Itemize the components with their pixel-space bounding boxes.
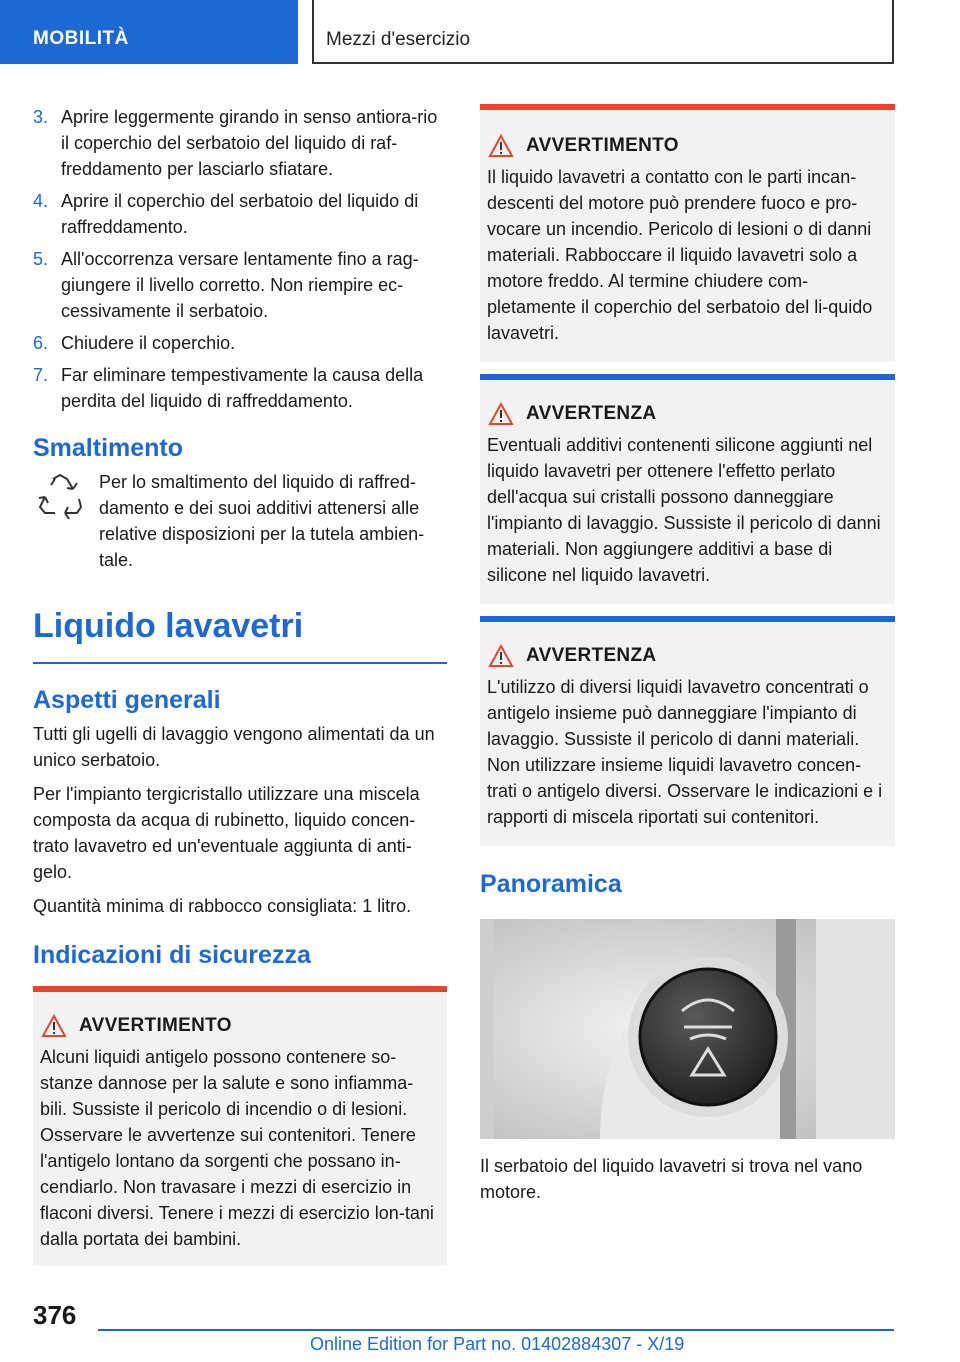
step-number: 5. <box>33 249 49 269</box>
left-column <box>33 104 447 1266</box>
chapter-label: Mezzi d'esercizio <box>326 29 471 50</box>
warning-triangle-icon <box>488 134 514 158</box>
overview-caption: Il serbatoio del liquido lavavetri si trova nel vano motore. <box>480 1156 863 1202</box>
warning-title <box>33 1012 447 1040</box>
general-heading: Aspetti generali <box>33 686 221 714</box>
warning-triangle-icon <box>488 644 514 668</box>
warning-triangle-icon <box>488 402 514 426</box>
section-label: MOBILITÀ <box>33 28 129 49</box>
edition-footer: Online Edition for Part no. 01402884307 - X/19 <box>310 1334 685 1354</box>
washer-reservoir-photo <box>480 919 895 1139</box>
title-divider <box>33 662 447 664</box>
page-number: 376 <box>33 1300 77 1330</box>
notice-title-text: AVVERTENZA <box>526 403 657 424</box>
safety-heading: Indicazioni di sicurezza <box>33 941 311 969</box>
list-item <box>33 104 447 182</box>
warning-box <box>480 104 895 362</box>
disposal-text: Per lo smaltimento del liquido di raffred-damento e dei suoi additivi attenersi alle relative disposizioni per la tutela ambien-tale. <box>99 472 425 570</box>
warning-triangle-icon <box>41 1014 67 1038</box>
notice-title-text: AVVERTENZA <box>526 645 657 666</box>
notice-body: Eventuali additivi contenenti silicone aggiunti nel liquido lavavetri per ottenere l'effetto perlato dell'acqua sui cristalli possono danneggiare l'impianto di lavaggio. Sussiste il pericolo di danni materiali. Non aggiungere additivi a base di silicone nel liquido lavavetri. <box>487 435 881 585</box>
step-text: All'occorrenza versare lentamente fino a rag-giungere il livello corretto. Non riempire ec-cessivamente il serbatoio. <box>61 249 419 321</box>
notice-box <box>480 616 895 846</box>
warning-body: Il liquido lavavetri a contatto con le parti incan-descenti del motore può prendere fuoco e pro-vocare un incendio. Pericolo di lesioni o di danni materiali. Rabboccare il liquido lavavetri solo a motore freddo. Al termine chiudere com-pletamente il coperchio del serbatoio del li-quido lavavetri. <box>487 167 873 343</box>
step-number: 6. <box>33 333 49 353</box>
recycle-icon <box>33 471 87 525</box>
list-item <box>33 246 447 324</box>
step-number: 4. <box>33 191 49 211</box>
notice-bar <box>480 616 895 622</box>
warning-bar <box>480 104 895 110</box>
list-item <box>33 362 447 414</box>
disposal-heading: Smaltimento <box>33 434 184 462</box>
section-tab[interactable] <box>0 0 298 64</box>
notice-title <box>480 642 895 670</box>
right-column <box>480 104 895 1213</box>
step-text: Aprire il coperchio del serbatoio del liquido di raffreddamento. <box>61 191 419 237</box>
overview-heading: Panoramica <box>480 870 622 898</box>
warning-title-text: AVVERTIMENTO <box>79 1015 232 1036</box>
chapter-tab[interactable] <box>312 0 894 64</box>
general-text-2: Per l'impianto tergicristallo utilizzare una miscela composta da acqua di rubinetto, liquido concen-trato lavavetro ed un'eventuale aggiunta di anti-gelo. <box>33 784 420 882</box>
notice-body: L'utilizzo di diversi liquidi lavavetro concentrati o antigelo insieme può danneggiare l'impianto di lavaggio. Sussiste il pericolo di danni materiali. Non utilizzare insieme liquidi lavavetro concen-trati o antigelo diversi. Osservare le indicazioni e i rapporti di miscela riportati sui contenitori. <box>487 677 883 827</box>
step-text: Far eliminare tempestivamente la causa della perdita del liquido di raffreddamento. <box>61 365 424 411</box>
disposal-block <box>33 469 447 573</box>
notice-bar <box>480 374 895 380</box>
list-item <box>33 188 447 240</box>
warning-title <box>480 132 895 160</box>
washer-cap-image <box>480 919 895 1139</box>
warning-box <box>33 986 447 1266</box>
warning-body: Alcuni liquidi antigelo possono contenere so-stanze dannose per la salute e sono infiamma-bili. Sussiste il pericolo di incendio o di lesioni. Osservare le avvertenze sui contenitori. Tenere l'antigelo lontano da sorgenti che possano in-cendiarlo. Non travasare i mezzi di esercizio in flaconi diversi. Tenere i mezzi di esercizio lon-tani dalla portata dei bambini. <box>40 1047 434 1249</box>
footer-divider <box>98 1329 894 1331</box>
section-title: Liquido lavavetri <box>33 607 304 645</box>
step-list <box>33 104 447 414</box>
step-number: 3. <box>33 107 49 127</box>
general-text-1: Tutti gli ugelli di lavaggio vengono alimentati da un unico serbatoio. <box>33 724 435 770</box>
general-text-3: Quantità minima di rabbocco consigliata: 1 litro. <box>33 896 412 916</box>
notice-title <box>480 400 895 428</box>
step-text: Aprire leggermente girando in senso antiora-rio il coperchio del serbatoio del liquido di raf-freddamento per lasciarlo sfiatare. <box>61 107 438 179</box>
warning-title-text: AVVERTIMENTO <box>526 135 679 156</box>
step-text: Chiudere il coperchio. <box>61 333 236 353</box>
warning-bar <box>33 986 447 992</box>
list-item <box>33 330 447 356</box>
step-number: 7. <box>33 365 49 385</box>
notice-box <box>480 374 895 604</box>
